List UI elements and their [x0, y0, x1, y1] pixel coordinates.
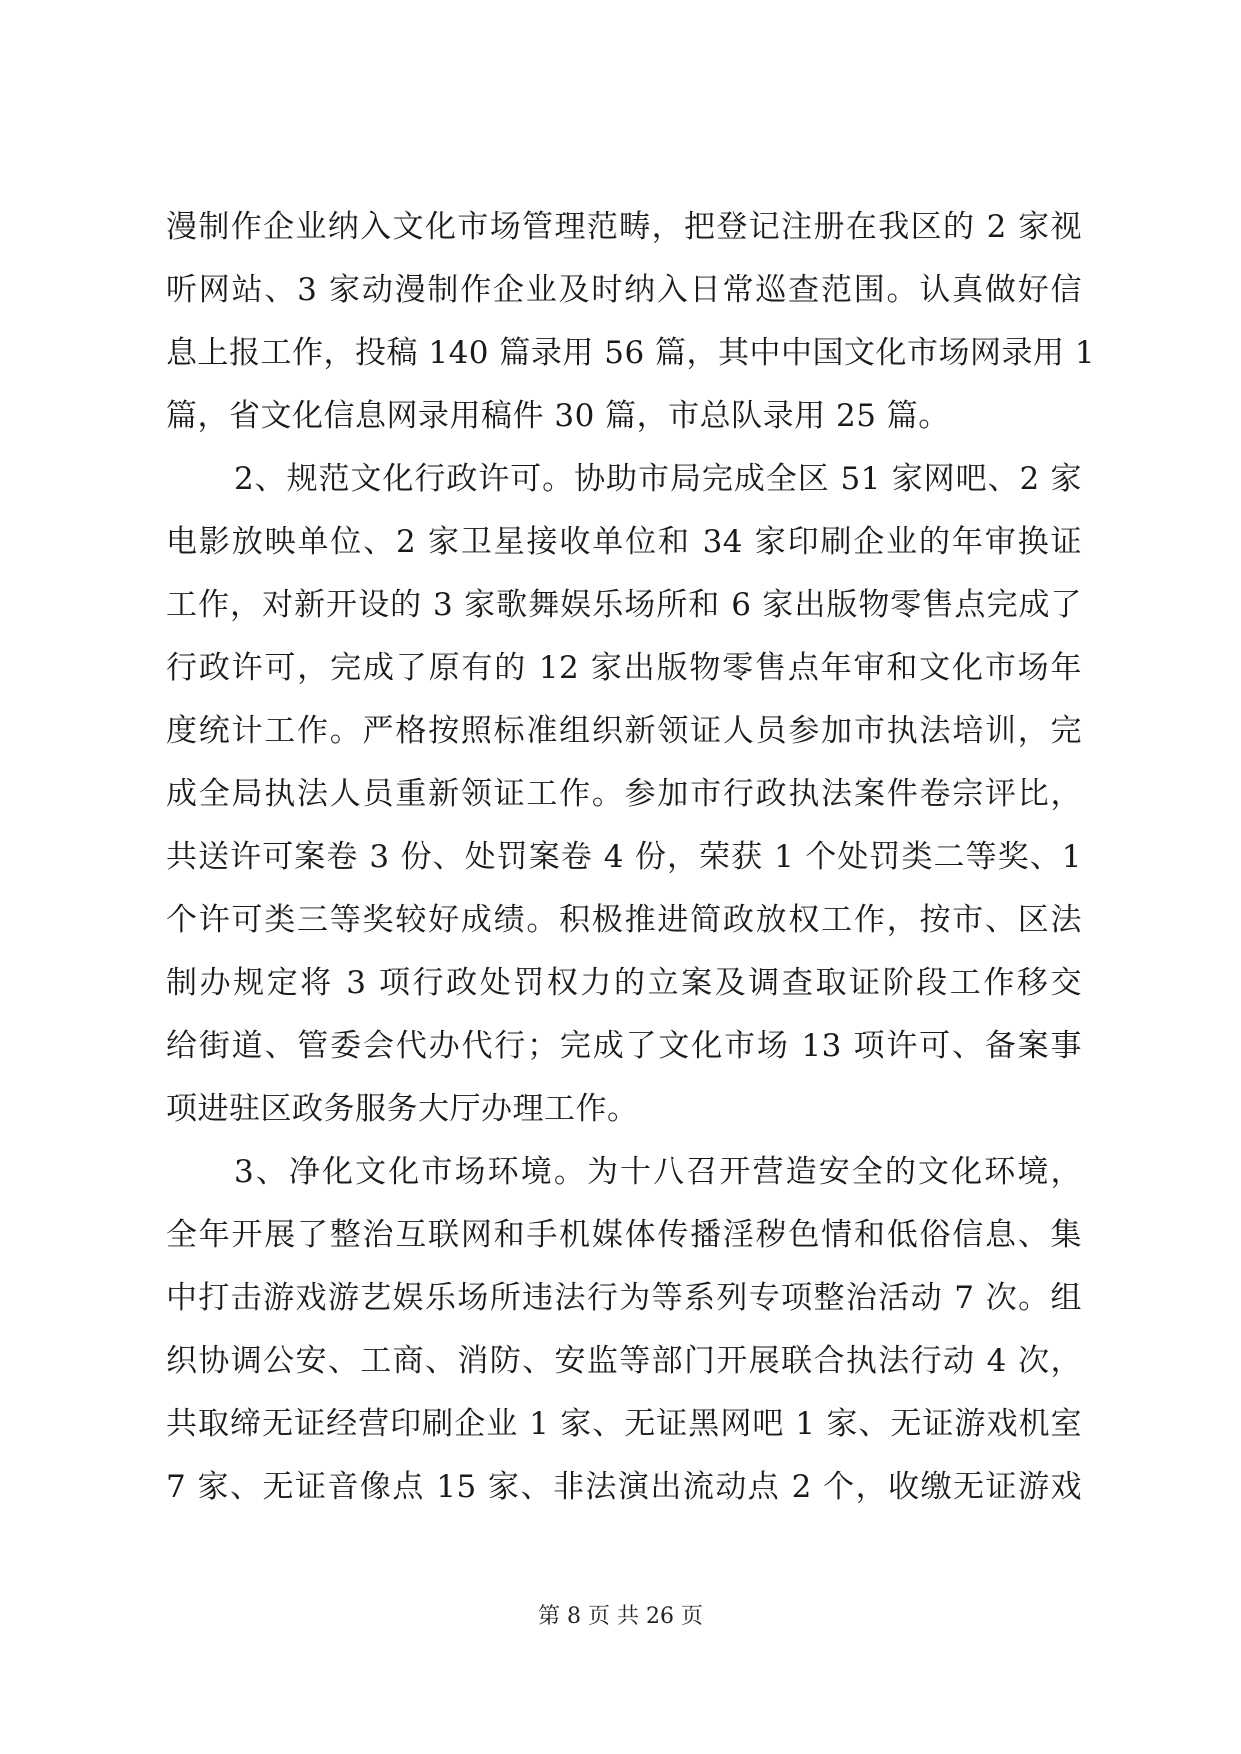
- text-line: 织协调公安、工商、消防、安监等部门开展联合执法行动 4 次，: [166, 1343, 1082, 1379]
- document-body: [166, 196, 1096, 1519]
- text-line: 项进驻区政务服务大厅办理工作。: [166, 1091, 639, 1127]
- text-line: 全年开展了整治互联网和手机媒体传播淫秽色情和低俗信息、集: [166, 1217, 1082, 1253]
- text-line: 工作，对新开设的 3 家歌舞娱乐场所和 6 家出版物零售点完成了: [166, 587, 1082, 623]
- text-line: 共取缔无证经营印刷企业 1 家、无证黑网吧 1 家、无证游戏机室: [166, 1406, 1082, 1442]
- text-line: 漫制作企业纳入文化市场管理范畴，把登记注册在我区的 2 家视: [166, 209, 1082, 245]
- text-line: 7 家、无证音像点 15 家、非法演出流动点 2 个，收缴无证游戏: [166, 1469, 1082, 1505]
- text-line: 3、净化文化市场环境。为十八召开营造安全的文化环境，: [234, 1154, 1082, 1190]
- text-line: 给街道、管委会代办代行；完成了文化市场 13 项许可、备案事: [166, 1028, 1082, 1064]
- text-line: 篇，省文化信息网录用稿件 30 篇，市总队录用 25 篇。: [166, 398, 950, 434]
- text-line: 电影放映单位、2 家卫星接收单位和 34 家印刷企业的年审换证: [166, 524, 1082, 560]
- text-line: 共送许可案卷 3 份、处罚案卷 4 份，荣获 1 个处罚类二等奖、1: [166, 839, 1082, 875]
- text-line: 制办规定将 3 项行政处罚权力的立案及调查取证阶段工作移交: [166, 965, 1082, 1001]
- text-line: 听网站、3 家动漫制作企业及时纳入日常巡查范围。认真做好信: [166, 272, 1082, 308]
- paragraph-2: [166, 448, 1082, 1141]
- page-number-footer: 第 8 页 共 26 页: [538, 1604, 703, 1629]
- text-line: 中打击游戏游艺娱乐场所违法行为等系列专项整治活动 7 次。组: [166, 1280, 1082, 1316]
- text-line: 成全局执法人员重新领证工作。参加市行政执法案件卷宗评比，: [166, 776, 1082, 812]
- text-line: 个许可类三等奖较好成绩。积极推进简政放权工作，按市、区法: [166, 902, 1082, 938]
- text-line: 行政许可，完成了原有的 12 家出版物零售点年审和文化市场年: [166, 650, 1082, 686]
- paragraph-1: [166, 196, 1096, 448]
- text-line: 2、规范文化行政许可。协助市局完成全区 51 家网吧、2 家: [234, 461, 1082, 497]
- text-line: 息上报工作，投稿 140 篇录用 56 篇，其中中国文化市场网录用 1: [166, 335, 1096, 371]
- text-line: 度统计工作。严格按照标准组织新领证人员参加市执法培训，完: [166, 713, 1082, 749]
- paragraph-3: [166, 1141, 1082, 1519]
